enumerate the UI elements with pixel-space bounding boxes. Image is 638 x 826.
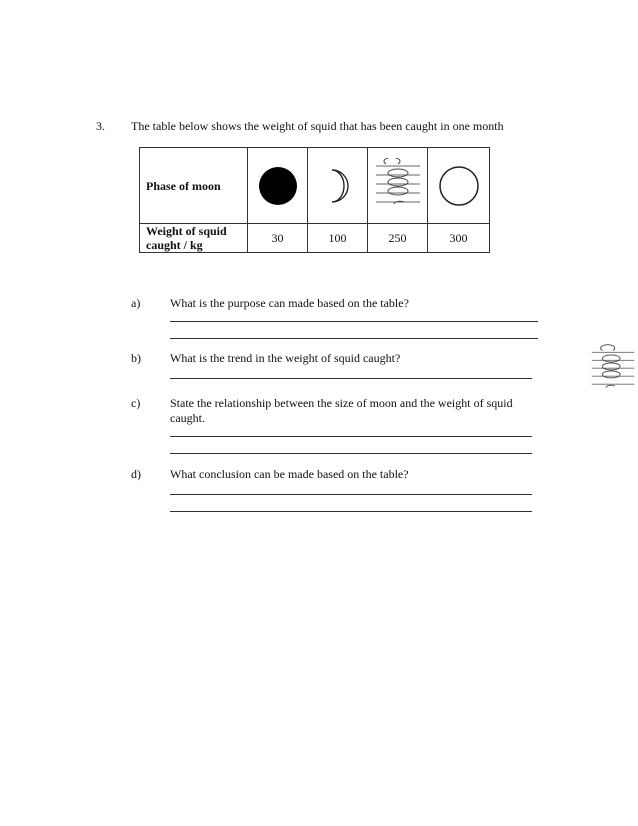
- weight-label-line2: caught / kg: [146, 238, 203, 252]
- crescent-moon-icon: [318, 166, 358, 206]
- answer-line[interactable]: [170, 378, 532, 379]
- new-moon-icon: [256, 164, 300, 208]
- full-moon-cell: [428, 148, 490, 224]
- subquestion-c-letter: c): [131, 396, 141, 410]
- subquestion-b-letter: b): [131, 351, 141, 365]
- subquestion-a-text: What is the purpose can made based on the table?: [170, 296, 409, 310]
- question-text: The table below shows the weight of squid that has been caught in one month: [131, 119, 504, 133]
- weight-label: [140, 224, 248, 253]
- weight-label-line1: Weight of squid: [146, 224, 227, 238]
- answer-line[interactable]: [170, 511, 532, 512]
- weight-value: 100: [308, 224, 368, 253]
- weight-value: 300: [428, 224, 490, 253]
- answer-line[interactable]: [170, 338, 538, 339]
- question-number: 3.: [96, 119, 105, 133]
- answer-line[interactable]: [170, 436, 532, 437]
- weight-value: 30: [248, 224, 308, 253]
- full-moon-icon: [437, 164, 481, 208]
- subquestion-c-text: State the relationship between the size of moon and the weight of squid caught.: [170, 396, 513, 425]
- answer-line[interactable]: [170, 453, 532, 454]
- squid-weight-table: [139, 147, 490, 253]
- subquestion-d-letter: d): [131, 467, 141, 481]
- answer-line[interactable]: [170, 321, 538, 322]
- subquestion-b-text: What is the trend in the weight of squid caught?: [170, 351, 401, 365]
- half-moon-side-icon: [590, 342, 636, 398]
- weight-value: 250: [368, 224, 428, 253]
- half-moon-cell: [368, 148, 428, 224]
- new-moon-cell: [248, 148, 308, 224]
- weight-row: [140, 224, 490, 253]
- subquestion-a-letter: a): [131, 296, 141, 310]
- crescent-moon-cell: [308, 148, 368, 224]
- phase-label: Phase of moon: [140, 148, 248, 224]
- answer-line[interactable]: [170, 494, 532, 495]
- phase-row: [140, 148, 490, 224]
- subquestion-d-text: What conclusion can be made based on the table?: [170, 467, 409, 481]
- half-moon-icon: [372, 158, 424, 214]
